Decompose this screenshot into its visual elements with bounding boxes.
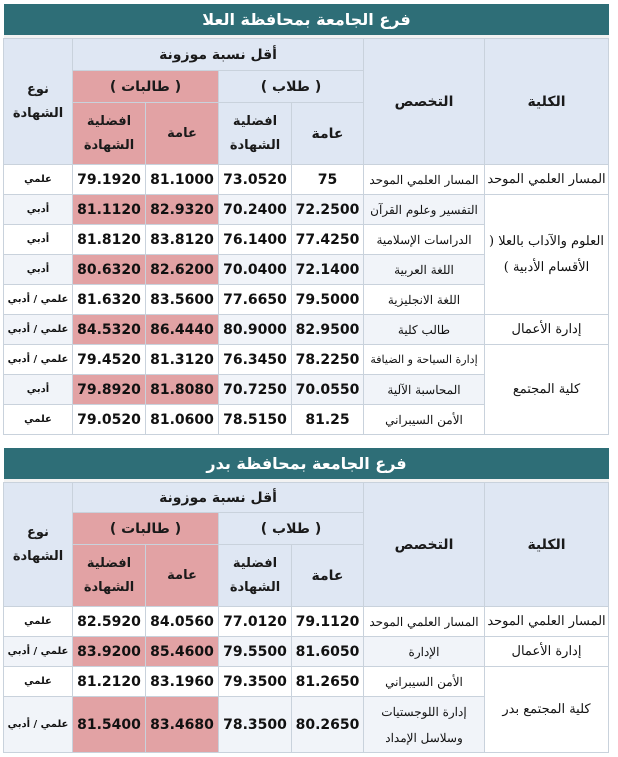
female-general-cell: 84.0560 (146, 607, 219, 637)
header-female-general: عامة (146, 103, 219, 165)
major-cell: اللغة الانجليزية (364, 285, 485, 315)
female-general-cell: 82.9320 (146, 195, 219, 225)
female-preference-cell: 81.5400 (73, 697, 146, 753)
male-preference-cell: 70.7250 (219, 375, 292, 405)
female-preference-cell: 81.1120 (73, 195, 146, 225)
male-preference-cell: 80.9000 (219, 315, 292, 345)
male-general-cell: 82.9500 (292, 315, 364, 345)
alula-table (3, 38, 609, 435)
header-female-students: ( طالبات ) (73, 513, 219, 545)
female-general-cell: 83.4680 (146, 697, 219, 753)
female-general-cell: 83.1960 (146, 667, 219, 697)
header-male-students: ( طلاب ) (219, 513, 364, 545)
college-cell: كلية المجتمع بدر (485, 667, 609, 753)
female-preference-cell: 79.8920 (73, 375, 146, 405)
header-female-general: عامة (146, 545, 219, 607)
male-general-cell: 78.2250 (292, 345, 364, 375)
header-college: الكلية (485, 483, 609, 607)
header-male-preference: افضلية الشهادة (219, 103, 292, 165)
female-preference-cell: 84.5320 (73, 315, 146, 345)
major-cell: التفسير وعلوم القرآن (364, 195, 485, 225)
college-cell: المسار العلمي الموحد (485, 607, 609, 637)
header-weighted-ratio: أقل نسبة موزونة (73, 483, 364, 513)
female-preference-cell: 81.8120 (73, 225, 146, 255)
male-preference-cell: 78.3500 (219, 697, 292, 753)
male-preference-cell: 70.0400 (219, 255, 292, 285)
male-general-cell: 81.25 (292, 405, 364, 435)
female-preference-cell: 80.6320 (73, 255, 146, 285)
certificate-type-cell: علمي / أدبي (4, 345, 73, 375)
badr-branch-title: فرع الجامعة بمحافظة بدر (4, 448, 609, 482)
male-preference-cell: 70.2400 (219, 195, 292, 225)
female-general-cell: 81.3120 (146, 345, 219, 375)
header-female-preference: افضلية الشهادة (73, 545, 146, 607)
header-male-general: عامة (292, 103, 364, 165)
female-preference-cell: 81.6320 (73, 285, 146, 315)
major-cell: المسار العلمي الموحد (364, 165, 485, 195)
header-weighted-ratio: أقل نسبة موزونة (73, 39, 364, 71)
major-cell: الإدارة (364, 637, 485, 667)
college-cell: إدارة الأعمال (485, 315, 609, 345)
header-female-preference: افضلية الشهادة (73, 103, 146, 165)
major-cell: المحاسبة الآلية (364, 375, 485, 405)
major-cell: طالب كلية (364, 315, 485, 345)
header-college: الكلية (485, 39, 609, 165)
header-male-students: ( طلاب ) (219, 71, 364, 103)
male-preference-cell: 76.1400 (219, 225, 292, 255)
female-preference-cell: 79.4520 (73, 345, 146, 375)
certificate-type-cell: علمي (4, 607, 73, 637)
header-male-preference: افضلية الشهادة (219, 545, 292, 607)
female-general-cell: 83.5600 (146, 285, 219, 315)
certificate-type-cell: علمي / أدبي (4, 637, 73, 667)
male-preference-cell: 77.6650 (219, 285, 292, 315)
major-cell: الأمن السيبراني (364, 405, 485, 435)
certificate-type-cell: علمي (4, 405, 73, 435)
major-cell: الأمن السيبراني (364, 667, 485, 697)
female-preference-cell: 83.9200 (73, 637, 146, 667)
female-general-cell: 81.1000 (146, 165, 219, 195)
male-preference-cell: 77.0120 (219, 607, 292, 637)
header-female-students: ( طالبات ) (73, 71, 219, 103)
alula-branch-panel (4, 4, 609, 435)
certificate-type-cell: أدبي (4, 225, 73, 255)
certificate-type-cell: أدبي (4, 195, 73, 225)
female-general-cell: 83.8120 (146, 225, 219, 255)
header-male-general: عامة (292, 545, 364, 607)
header-certificate-type: نوع الشهادة (4, 483, 73, 607)
college-cell: المسار العلمي الموحد (485, 165, 609, 195)
female-preference-cell: 79.1920 (73, 165, 146, 195)
badr-table (3, 482, 609, 753)
header-certificate-type: نوع الشهادة (4, 39, 73, 165)
male-general-cell: 79.5000 (292, 285, 364, 315)
female-preference-cell: 82.5920 (73, 607, 146, 637)
major-cell: الدراسات الإسلامية (364, 225, 485, 255)
college-cell: إدارة الأعمال (485, 637, 609, 667)
female-preference-cell: 81.2120 (73, 667, 146, 697)
male-preference-cell: 76.3450 (219, 345, 292, 375)
male-general-cell: 72.2500 (292, 195, 364, 225)
major-cell: إدارة اللوجستيات وسلاسل الإمداد (364, 697, 485, 753)
certificate-type-cell: علمي / أدبي (4, 697, 73, 753)
male-general-cell: 70.0550 (292, 375, 364, 405)
badr-branch-panel (4, 448, 609, 753)
certificate-type-cell: علمي (4, 667, 73, 697)
male-general-cell: 81.6050 (292, 637, 364, 667)
male-preference-cell: 79.5500 (219, 637, 292, 667)
female-general-cell: 81.8080 (146, 375, 219, 405)
major-cell: المسار العلمي الموحد (364, 607, 485, 637)
female-preference-cell: 79.0520 (73, 405, 146, 435)
certificate-type-cell: أدبي (4, 255, 73, 285)
female-general-cell: 85.4600 (146, 637, 219, 667)
header-major: التخصص (364, 39, 485, 165)
major-cell: إدارة السياحة و الضيافة (364, 345, 485, 375)
alula-branch-title: فرع الجامعة بمحافظة العلا (4, 4, 609, 38)
male-preference-cell: 78.5150 (219, 405, 292, 435)
female-general-cell: 81.0600 (146, 405, 219, 435)
female-general-cell: 82.6200 (146, 255, 219, 285)
major-cell: اللغة العربية (364, 255, 485, 285)
college-cell: العلوم والآداب بالعلا ( الأقسام الأدبية ) (485, 195, 609, 315)
female-general-cell: 86.4440 (146, 315, 219, 345)
certificate-type-cell: أدبي (4, 375, 73, 405)
certificate-type-cell: علمي / أدبي (4, 285, 73, 315)
header-major: التخصص (364, 483, 485, 607)
certificate-type-cell: علمي (4, 165, 73, 195)
college-cell: كلية المجتمع (485, 345, 609, 435)
male-preference-cell: 73.0520 (219, 165, 292, 195)
certificate-type-cell: علمي / أدبي (4, 315, 73, 345)
male-general-cell: 80.2650 (292, 697, 364, 753)
male-general-cell: 79.1120 (292, 607, 364, 637)
male-general-cell: 75 (292, 165, 364, 195)
male-general-cell: 81.2650 (292, 667, 364, 697)
male-preference-cell: 79.3500 (219, 667, 292, 697)
male-general-cell: 77.4250 (292, 225, 364, 255)
male-general-cell: 72.1400 (292, 255, 364, 285)
